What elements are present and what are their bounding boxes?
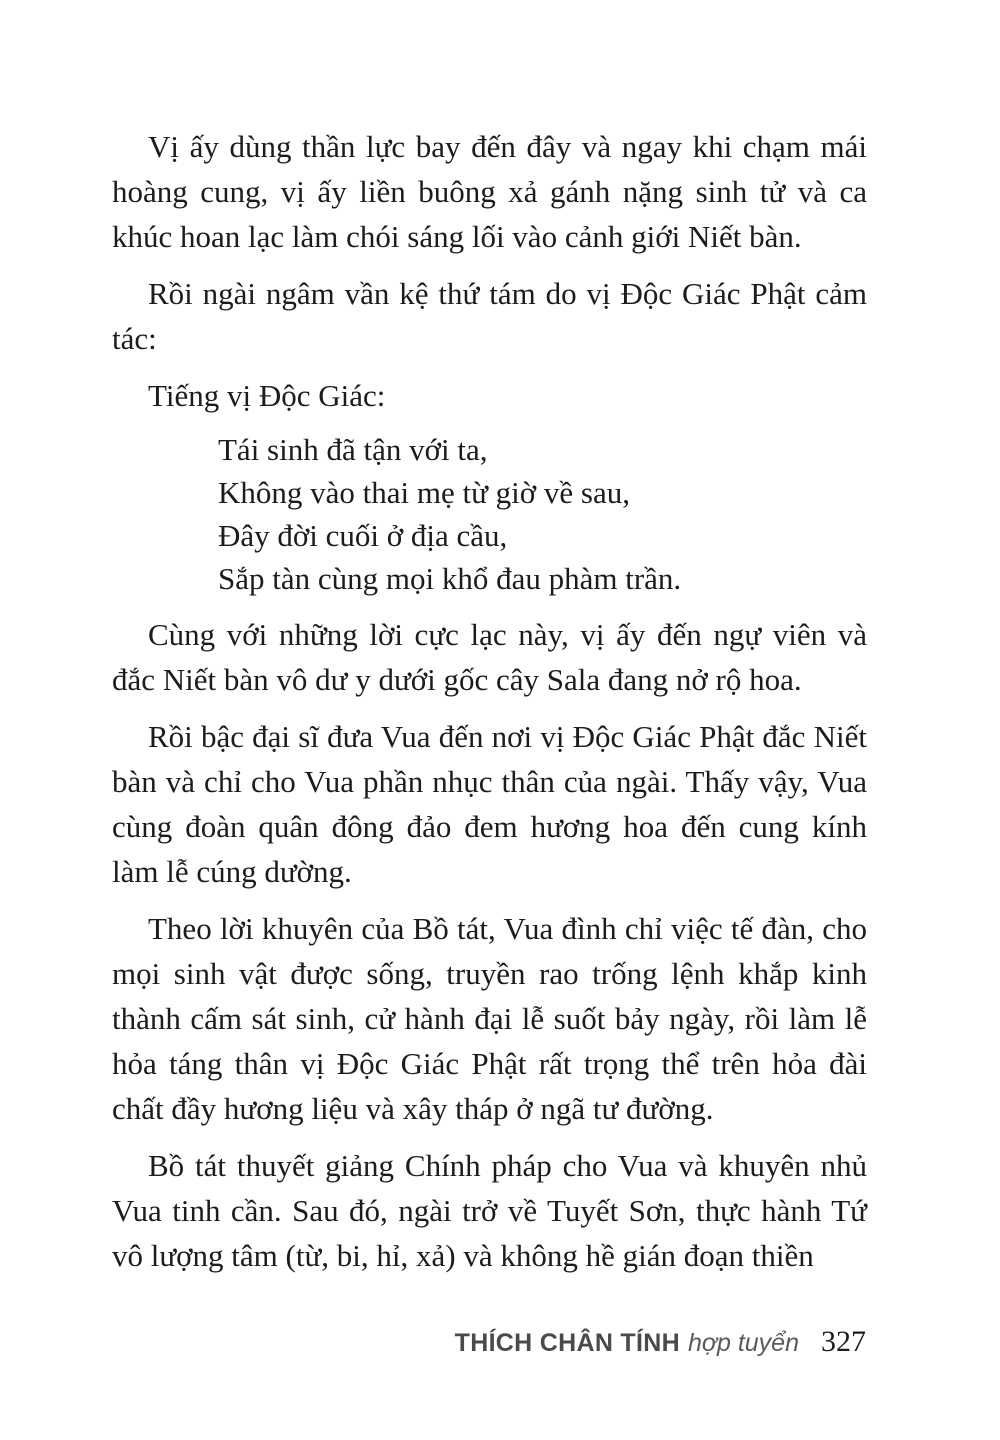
verse-line-2: Không vào thai mẹ từ giờ về sau, <box>218 475 631 510</box>
paragraph-5: Theo lời khuyên của Bồ tát, Vua đình chỉ việc tế đàn, cho mọi sinh vật được sống, truyền rao trống lệnh khắp kinh thành cấm sát sinh, cử hành đại lễ suốt bảy ngày, rồi làm lễ hỏa táng thân vị Độc Giác Phật rất trọng thể trên hỏa đài chất đầy hương liệu và xây tháp ở ngã tư đường. <box>112 911 867 1126</box>
page-number: 327 <box>821 1325 866 1358</box>
paragraph-1: Vị ấy dùng thần lực bay đến đây và ngay khi chạm mái hoàng cung, vị ấy liền buông xả gánh nặng sinh tử và ca khúc hoan lạc làm chói sáng lối vào cảnh giới Niết bàn. <box>112 129 867 254</box>
paragraph-3: Cùng với những lời cực lạc này, vị ấy đến ngự viên và đắc Niết bàn vô dư y dưới gốc cây Sala đang nở rộ hoa. <box>112 617 867 697</box>
verse-line-3: Đây đời cuối ở địa cầu, <box>218 518 508 553</box>
page-footer <box>455 1325 866 1365</box>
verse-line-4: Sắp tàn cùng mọi khổ đau phàm trần. <box>218 561 682 596</box>
paragraph-2: Rồi ngài ngâm vần kệ thứ tám do vị Độc Giác Phật cảm tác: <box>112 276 867 356</box>
page-body <box>112 124 867 1290</box>
verse-line-1: Tái sinh đã tận với ta, <box>218 432 488 467</box>
verse-intro: Tiếng vị Độc Giác: <box>148 378 386 413</box>
verse <box>218 428 867 600</box>
footer-author: THÍCH CHÂN TÍNH <box>454 1329 680 1357</box>
paragraph-4: Rồi bậc đại sĩ đưa Vua đến nơi vị Độc Giác Phật đắc Niết bàn và chỉ cho Vua phần nhục thân của ngài. Thấy vậy, Vua cùng đoàn quân đông đảo đem hương hoa đến cung kính làm lễ cúng dường. <box>112 719 867 889</box>
paragraph-6: Bồ tát thuyết giảng Chính pháp cho Vua và khuyên nhủ Vua tinh cần. Sau đó, ngài trở về Tuyết Sơn, thực hành Tứ vô lượng tâm (từ, bi, hỉ, xả) và không hề gián đoạn thiền <box>112 1148 867 1273</box>
footer-subtitle: hợp tuyển <box>687 1329 799 1357</box>
